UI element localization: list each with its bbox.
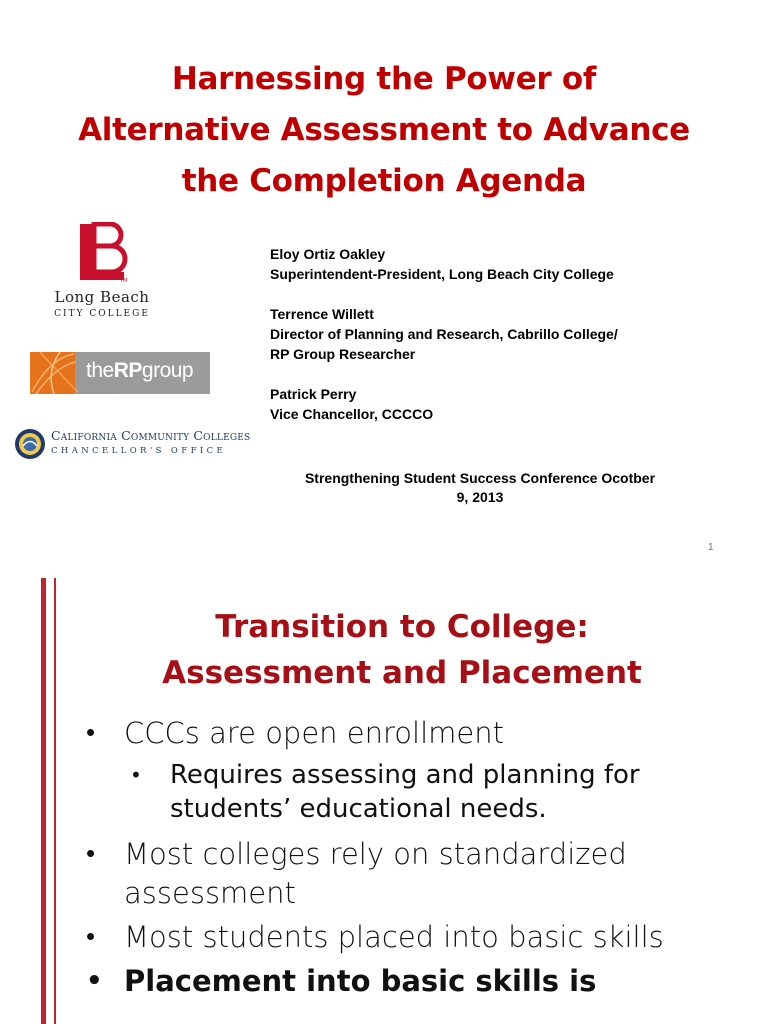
slide-2 <box>0 572 768 1024</box>
presenter <box>270 244 740 284</box>
logo-text-emphasis: RP <box>113 359 142 382</box>
title-line: Harnessing the Power of <box>171 61 597 97</box>
logo-text: group <box>141 359 194 382</box>
logo-text: California Community Colleges <box>51 428 251 443</box>
sub-bullet-line: students’ educational needs. <box>170 794 547 824</box>
presenter-name: Patrick Perry <box>270 386 357 402</box>
bullet-item <box>84 835 764 913</box>
sub-bullet-item <box>84 758 764 826</box>
accent-bar-thin <box>54 578 56 1024</box>
slide-title <box>70 604 734 696</box>
ccc-chancellors-office-logo <box>14 426 264 462</box>
accent-bar <box>41 578 46 1024</box>
presenter-role: RP Group Researcher <box>270 346 416 362</box>
presenter-role: Director of Planning and Research, Cabrillo College/ <box>270 326 618 342</box>
logo-subtext: CITY COLLEGE <box>54 309 150 319</box>
bullet-item: • Most students placed into basic skills <box>84 918 764 957</box>
bullet-line: assessment <box>124 876 296 910</box>
conference-info <box>250 469 710 507</box>
city-college-wordmark <box>38 309 166 319</box>
title-line: Alternative Assessment to Advance <box>78 112 690 148</box>
bullet-line: • Most colleges rely on standardized <box>124 837 627 871</box>
presenter-name: Eloy Ortiz Oakley <box>270 246 386 262</box>
title-line: Assessment and Placement <box>162 655 642 691</box>
logo-text: Long Beach <box>54 288 150 306</box>
logo-subtext: CHANCELLOR'S OFFICE <box>51 446 227 456</box>
presenter-role: Superintendent-President, Long Beach City College <box>270 266 614 282</box>
sub-bullet-line: • Requires assessing and planning for <box>170 760 640 790</box>
rp-group-wordmark <box>86 359 193 383</box>
bullet-item: • CCCs are open enrollment <box>84 714 764 753</box>
bullet-list <box>84 714 764 1001</box>
long-beach-wordmark <box>38 288 166 306</box>
presenter-name: Terrence Willett <box>270 306 374 322</box>
title-line: Transition to College: <box>215 609 589 645</box>
slide-number: 1 <box>708 542 714 553</box>
ccc-seal-icon <box>14 428 46 460</box>
logo-text: the <box>86 359 114 382</box>
lb-mark-icon <box>76 222 128 284</box>
presenter-list <box>270 244 740 444</box>
ccc-wordmark <box>51 428 250 443</box>
rp-group-logo <box>30 352 210 394</box>
presenter <box>270 304 740 364</box>
conference-line: Strengthening Student Success Conference Ocotber <box>304 470 656 486</box>
slide-title <box>40 54 728 207</box>
conference-line: 9, 2013 <box>456 489 504 505</box>
bullet-item: • Placement into basic skills is <box>84 962 764 1001</box>
long-beach-city-college-logo <box>38 218 166 324</box>
ccc-subtitle <box>51 446 226 456</box>
presenter-role: Vice Chancellor, CCCCO <box>270 406 434 422</box>
presenter <box>270 384 740 424</box>
title-line: the Completion Agenda <box>181 163 587 199</box>
svg-text:TM: TM <box>120 278 128 284</box>
